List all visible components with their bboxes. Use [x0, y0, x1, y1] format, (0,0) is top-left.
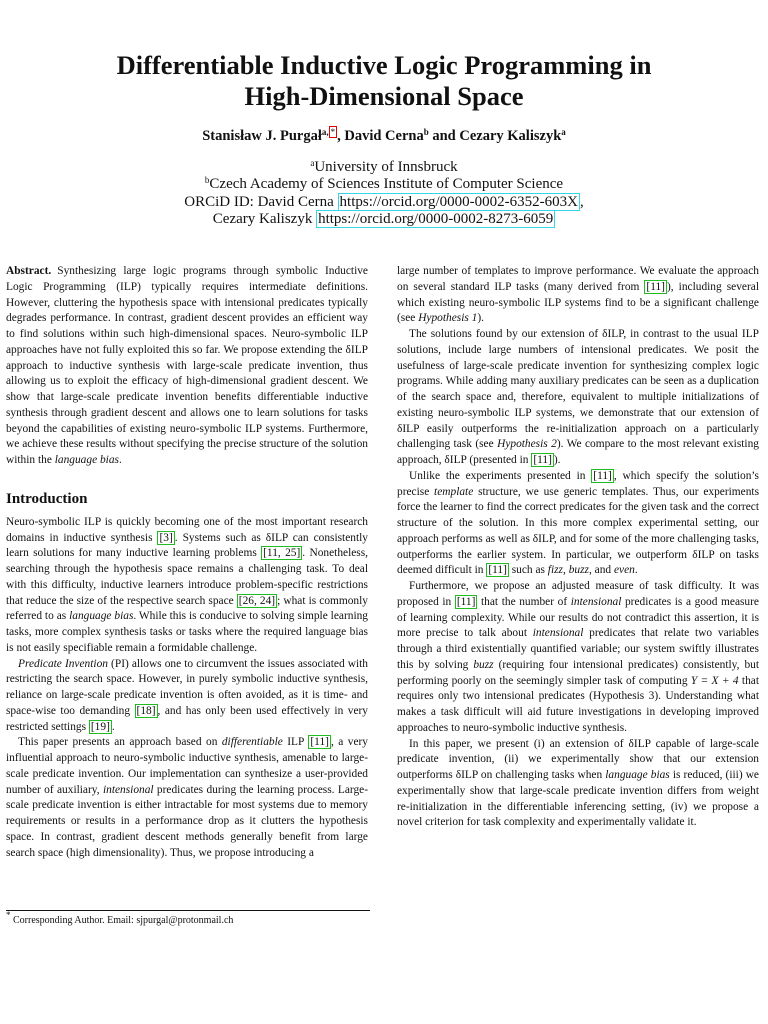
- affiliation-marker: b: [423, 127, 429, 137]
- citation-link[interactable]: [19]: [90, 720, 110, 733]
- inline-math: Y = X + 4: [690, 674, 739, 687]
- author-separator: and: [428, 128, 460, 144]
- paragraph: The solutions found by our extension of δILP, in contrast to the usual ILP solutions, include large numbers of intensional predicates. We posit the usefulness of large-scale predicate invention for synthesizing complex logic programs. While adding many auxiliary predicates can be seen as a duplication of the search space and, therefore, equivalent to multiple initializations of existing neuro-symbolic ILP systems, we demonstrate that our extension of δILP easily outperforms the re-initialization approach on a particularly challenging task (see Hypothesis 2). We compare to the most relevant existing approach, δILP (presented in [11] ).: [397, 328, 759, 466]
- abstract: Abstract. Synthesizing large logic programs through symbolic Inductive Logic Programming (ILP) typically requires intermediate definitions. However, cluttering the hypothesis space with intensional predicates typically degrades performance. In contrast, gradient descent provides an efficient way to find solutions within such high-dimensional spaces. Neuro-symbolic ILP approaches have not fully exploited this so far. We propose extending the δILP approach to inductive synthesis with large-scale predicate invention, thus allowing us to exploit the efficacy of high-dimensional gradient descent. We show that large-scale predicate invention benefits differentiable inductive synthesis through gradient descent and allows one to learn solutions for tasks beyond the capabilities of existing neuro-symbolic ILP systems. Furthermore, we achieve these results without specifying the precise structure of the solution within the language bias.: [6, 265, 368, 466]
- paragraph: This paper presents an approach based on differentiable ILP [11] , a very influential approach to neuro-symbolic inductive synthesis, amenable to large-scale predicate invention. Our implementation can synthesize a user-provided number of auxiliary, intensional predicates during the learning process. Large-scale predicate invention is either intractable for most systems due to memory requirements or results in a performance drop as it clutters the hypothesis space. In contrast, gradient descent methods generally benefit from large search space (high dimensionality). Thus, we propose introducing a: [6, 736, 369, 859]
- corresponding-author-link[interactable]: *: [330, 127, 336, 137]
- section-heading-introduction: Introduction: [6, 490, 88, 507]
- paper-title: [40, 50, 728, 112]
- paragraph: Unlike the experiments presented in [11] , which specify the solution’s precise template structure, we use generic templates. Thus, our experiments force the learner to find the correct predicates for the given task and the correct structure of the solution. In this more complex experimental setting, our approach performs as well as δILP, and for some of the more challenging tasks, outperforms the earlier system. In particular, we outperform δILP on tasks deemed difficult in [11] such as fizz, buzz, and even.: [397, 469, 759, 577]
- paragraph: In this paper, we present (i) an extension of δILP capable of large-scale predicate invention, (ii) we experimentally show that our extension outperforms δILP on challenging tasks when language bias is reduced, (iii) we experimentally show that large-scale predicate invention differs from weight re-initialization in the differentiable inferencing setting, (iv) we propose a novel criterion for task complexity and experimentally validate it.: [397, 737, 759, 829]
- author-name: David Cerna: [344, 128, 424, 144]
- orcid-link[interactable]: https://orcid.org/0000-0002-6352-603X: [339, 193, 579, 210]
- affiliation-marker: a: [561, 127, 566, 137]
- orcid-line-1: ORCiD ID: David Cerna https://orcid.org/0000-0002-6352-603X ,: [184, 193, 584, 210]
- author-separator: ,: [337, 128, 345, 144]
- paragraph: Neuro-symbolic ILP is quickly becoming one of the most important research domains in inductive synthesis [3] . Systems such as δILP can consistently learn solutions for many inductive learning problems [11, 25] . Nonetheless, searching through the hypothesis space remains a challenging task. To deal with this difficulty, inductive learners introduce problem-specific restrictions that reduce the size of the respective search space [26, 24] ; what is commonly referred to as language bias. While this is conducive to solving simple learning tasks, more complex synthesis tasks or tasks where the required language bias is not easily specifiable remain a formidable challenge.: [6, 515, 369, 654]
- author-name: Stanisław J. Purgał: [202, 128, 322, 144]
- paragraph: Predicate Invention (PI) allows one to circumvent the issues associated with restricting the search space. However, in purely symbolic inductive synthesis, reliance on large-scale predicate invention is often avoided, as it is time- and space-wise too demanding [18] , and has only been used effectively in very restricted settings [19] .: [6, 657, 368, 733]
- footnote-rule: [6, 910, 370, 911]
- author-list: [40, 128, 728, 145]
- paragraph: large number of templates to improve performance. We evaluate the approach on several standard ILP tasks (many derived from [11] ), including several which existing neuro-symbolic ILP systems find to be a significant challenge (see Hypothesis 1).: [397, 265, 759, 325]
- citation-link[interactable]: [11]: [488, 564, 507, 577]
- citation-link[interactable]: [11]: [646, 280, 665, 293]
- orcid-line-2: Cezary Kaliszyk https://orcid.org/0000-0002-8273-6059: [212, 210, 554, 227]
- footnote: * Corresponding Author. Email: sjpurgal@protonmail.ch: [6, 910, 234, 926]
- citation-link[interactable]: [26, 24]: [238, 594, 276, 607]
- affiliation-marker: a,: [321, 127, 329, 137]
- citation-link[interactable]: [11]: [593, 469, 612, 482]
- affiliation-a: $^a$University of Innsbruck: [310, 158, 458, 175]
- author-name: Cezary Kaliszyk: [459, 128, 562, 144]
- title-line-1: Differentiable Inductive Logic Programming in: [116, 50, 652, 80]
- orcid-link[interactable]: https://orcid.org/0000-0002-8273-6059: [318, 210, 554, 227]
- left-column: [6, 264, 368, 861]
- abstract-label: Abstract.: [6, 265, 52, 277]
- citation-link[interactable]: [3]: [159, 531, 173, 544]
- citation-link[interactable]: [11]: [310, 736, 329, 749]
- citation-link[interactable]: [18]: [136, 704, 156, 717]
- affiliations: [40, 159, 728, 228]
- citation-link[interactable]: [11, 25]: [263, 547, 301, 560]
- citation-link[interactable]: [11]: [533, 454, 552, 466]
- title-line-2: High-Dimensional Space: [244, 81, 524, 111]
- right-column: [397, 264, 759, 831]
- paragraph: Furthermore, we propose an adjusted measure of task difficulty. It was proposed in [11] that the number of intensional predicates is a good measure of learning complexity. While our results do not contradict this assertion, it is more precise to talk about intensional predicates that relate two variables through a third existentially quantified variable; our system swiftly illustrates this by solving buzz (requiring four intensional predicates) consistently, but performing poorly on the seemingly simpler task of computing Y = X + 4 that requires only two intensional predicates (Hypothesis 3). Understanding what makes a task difficult will aid future investigations in developing improved approaches to neuro-symbolic inductive synthesis.: [397, 580, 759, 734]
- affiliation-b: $^b$Czech Academy of Sciences Institute of Computer Science: [204, 175, 564, 193]
- citation-link[interactable]: [11]: [456, 595, 476, 608]
